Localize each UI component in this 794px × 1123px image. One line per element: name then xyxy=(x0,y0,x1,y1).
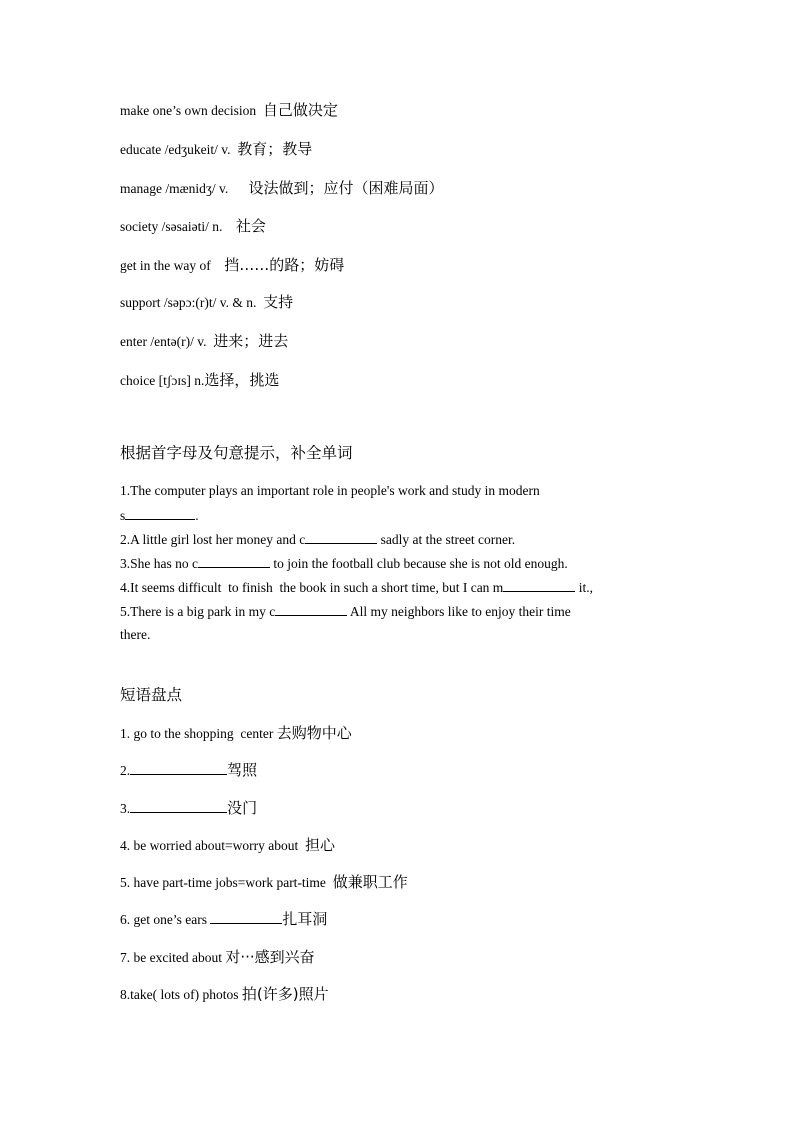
phrases-heading: 短语盘点 xyxy=(120,686,183,704)
answer-blank[interactable] xyxy=(125,506,195,520)
vocab-chinese: 教育；教导 xyxy=(237,140,313,158)
vocab-chinese: 设法做到；应付（困难局面） xyxy=(248,179,444,197)
phrase-item: 8.take( lots of) photos 拍(许多)照片 xyxy=(120,985,329,1003)
exercise-line: 1.The computer plays an important role in people's work and study in modern xyxy=(120,483,540,498)
phrase-item: 1. go to the shopping center 去购物中心 xyxy=(120,724,352,742)
phrase-item: 3. 没门 xyxy=(120,799,258,817)
vocab-chinese: 社会 xyxy=(235,217,266,235)
exercise-line: s . xyxy=(120,508,199,523)
exercise-heading: 根据首字母及句意提示，补全单词 xyxy=(120,444,353,462)
exercise-line: 2.A little girl lost her money and c sadly at the street corner. xyxy=(120,532,516,547)
vocab-chinese: 挡……的路；妨碍 xyxy=(224,256,345,274)
phrase-item: 2. 驾照 xyxy=(120,761,258,779)
vocab-english: manage /mænidʒ/ v. xyxy=(120,181,249,196)
vocab-item xyxy=(120,140,312,159)
phrase-item: 4. be worried about=worry about 担心 xyxy=(120,836,335,854)
phrase-item: 6. get one’s ears 扎耳洞 xyxy=(120,910,328,928)
exercise-line: 5.There is a big park in my c All my neighbors like to enjoy their time xyxy=(120,604,571,619)
answer-blank[interactable] xyxy=(275,602,347,616)
vocab-english: choice [tʃɔɪs] n. xyxy=(120,373,205,388)
vocab-chinese: 支持 xyxy=(263,293,294,311)
vocab-chinese: 进来；进去 xyxy=(213,332,289,350)
answer-blank[interactable] xyxy=(130,799,227,813)
answer-blank[interactable] xyxy=(198,554,270,568)
vocab-item xyxy=(120,371,279,390)
vocab-chinese: 自己做决定 xyxy=(262,101,338,119)
vocab-english: support /səpɔ:(r)t/ v. & n. xyxy=(120,295,264,310)
answer-blank[interactable] xyxy=(130,761,227,775)
vocab-item xyxy=(120,217,266,236)
phrase-item: 5. have part-time jobs=work part-time 做兼职工作 xyxy=(120,873,408,891)
vocab-english: make one’s own decision xyxy=(120,103,263,118)
exercise-line: 4.It seems difficult to finish the book in such a short time, but I can m it., xyxy=(120,580,593,595)
phrase-item: 7. be excited about 对···感到兴奋 xyxy=(120,948,315,966)
exercise-line: 3.She has no c to join the football club because she is not old enough. xyxy=(120,556,568,571)
answer-blank[interactable] xyxy=(305,530,377,544)
vocab-item xyxy=(120,179,444,198)
answer-blank[interactable] xyxy=(210,910,282,924)
vocab-item xyxy=(120,256,344,275)
vocab-item xyxy=(120,332,288,351)
exercise-line: there. xyxy=(120,627,151,642)
vocab-item xyxy=(120,101,338,120)
vocab-english: educate /edʒukeit/ v. xyxy=(120,142,238,157)
vocab-chinese: 选择，挑选 xyxy=(204,371,280,389)
vocab-english: enter /entə(r)/ v. xyxy=(120,334,214,349)
vocab-item xyxy=(120,293,293,312)
vocab-english: society /səsaiəti/ n. xyxy=(120,219,236,234)
answer-blank[interactable] xyxy=(503,578,575,592)
vocab-english: get in the way of xyxy=(120,258,225,273)
